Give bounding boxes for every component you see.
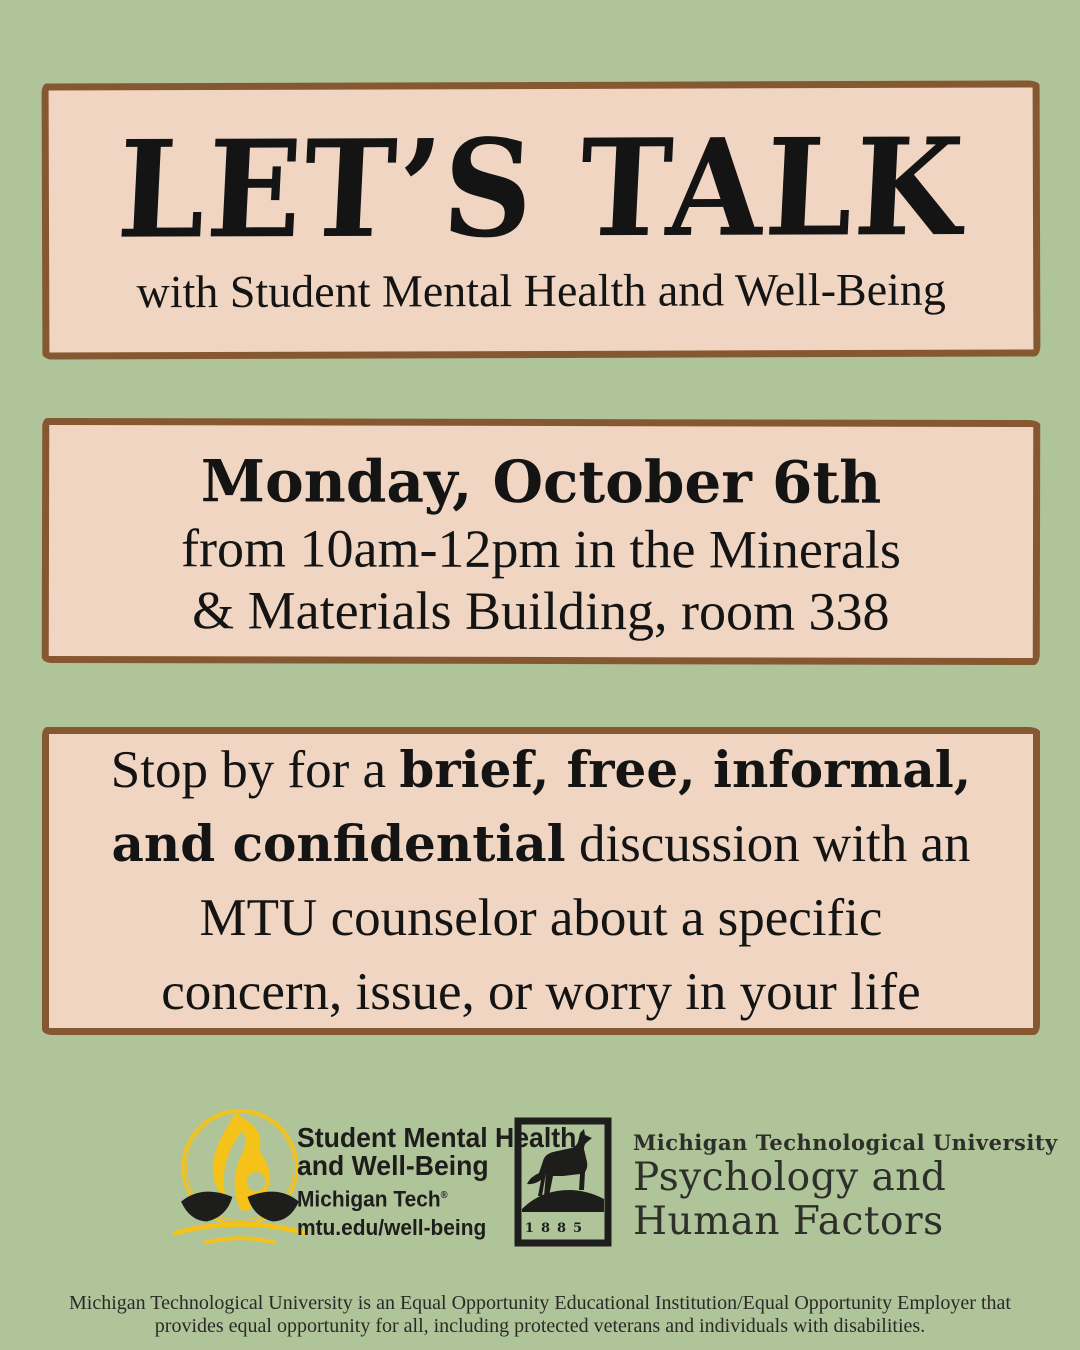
flame-person-head-icon [247, 1172, 266, 1191]
mtu-department-line2: Human Factors [633, 1199, 944, 1244]
description-panel [42, 727, 1040, 1035]
mtu-department-wordmark [633, 1130, 1058, 1244]
smhwb-name-line2: and Well-Being [297, 1150, 489, 1181]
smhwb-flame-logo-icon [164, 1096, 316, 1254]
mtu-department-line1: Psychology and [633, 1155, 947, 1200]
ground-swoosh-small-icon [206, 1238, 274, 1242]
smhwb-name-line1: Student Mental Health [297, 1122, 577, 1153]
title-panel [42, 80, 1041, 359]
description-line-2 [111, 807, 970, 881]
husky-year: 1885 [524, 1221, 590, 1236]
leaf-left-icon [181, 1192, 232, 1222]
datetime-panel [42, 418, 1041, 665]
description-line-3: MTU counselor about a specific [199, 889, 883, 947]
event-time-place-line2: & Materials Building, room 338 [192, 579, 890, 642]
leaf-right-icon [248, 1192, 299, 1222]
mtu-university-name: Michigan Technological University [633, 1130, 1058, 1155]
description-line2-normal: discussion with an [565, 815, 971, 873]
ground-swoosh-icon [175, 1224, 304, 1233]
husky-icon [527, 1129, 592, 1196]
husky-1885-logo-icon [513, 1116, 613, 1248]
michigan-tech-text: Michigan Tech [297, 1186, 441, 1212]
description-line-4: concern, issue, or worry in your life [161, 963, 921, 1021]
smhwb-url: mtu.edu/well-being [297, 1215, 487, 1241]
description-line1-bold: brief, free, informal, [399, 740, 972, 799]
registered-mark: ® [440, 1190, 448, 1201]
description-line2-bold: and confidential [111, 814, 566, 873]
hill-icon [522, 1190, 604, 1212]
equal-opportunity-statement: Michigan Technological University is an Equal Opportunity Educational Institution/Equal Opportunity Employer that provides equal opportunity for all, including protected veterans and individuals with disabilities. [69, 1292, 1011, 1337]
description-line-1 [111, 733, 971, 807]
description-line1-normal: Stop by for a [110, 741, 400, 799]
poster-title: LET’S TALK [113, 109, 969, 269]
event-time-place-line1: from 10am-12pm in the Minerals [180, 518, 901, 580]
event-date: Monday, October 6th [200, 447, 882, 517]
poster-subtitle: with Student Mental Health and Well-Being [136, 263, 946, 318]
